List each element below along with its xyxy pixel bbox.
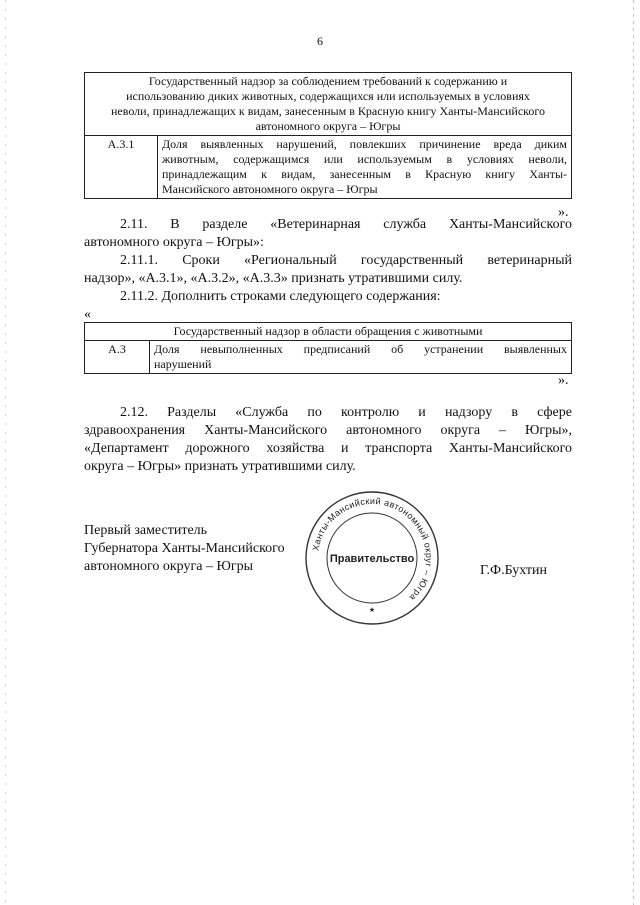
description-line: Доля невыполненных предписаний об устранении выявленных — [154, 342, 567, 356]
signatory-title-line: Первый заместитель — [84, 523, 208, 538]
table-header-line: использованию диких животных, содержащихся или используемых в условиях — [126, 89, 530, 103]
table2-close-quote: ». — [558, 373, 569, 388]
description-line: нарушений — [154, 357, 212, 371]
indicator-code: А.3.1 — [85, 136, 158, 199]
scan-edge-right — [633, 0, 634, 905]
description-line: животным, содержащимся или используемым в условиях неволи, — [162, 152, 567, 166]
scan-edge-left — [5, 0, 6, 905]
signatory-name: Г.Ф.Бухтин — [480, 563, 548, 578]
seal-center-text: Правительство — [329, 553, 415, 565]
para-2-12-line3: «Департамент дорожного хозяйства и транспорта Ханты-Мансийского — [84, 441, 572, 456]
seal-star-icon: ★ — [368, 606, 376, 614]
para-2-12-line4: округа – Югры» признать утратившими силу. — [84, 459, 356, 474]
indicator-code: А.3 — [85, 341, 150, 374]
table-header-line: Государственный надзор за соблюдением требований к содержанию и — [148, 74, 508, 88]
table-header-line: автономного округа – Югры — [255, 119, 401, 133]
para-2-11-line2: автономного округа – Югры»: — [84, 235, 264, 250]
table-header-cell — [85, 73, 572, 136]
table-header-cell: Государственный надзор в области обращения с животными — [85, 323, 572, 341]
table1-close-quote: ». — [558, 205, 569, 220]
table-header-row — [85, 73, 572, 136]
signatory-title-line: Губернатора Ханты-Мансийского — [84, 541, 285, 556]
para-2-11-1-line1: 2.11.1. Сроки «Региональный государственный ветеринарный — [120, 253, 572, 268]
indicators-table-animals — [84, 322, 572, 374]
para-2-11-line1: 2.11. В разделе «Ветеринарная служба Ханты-Мансийского — [120, 217, 572, 232]
indicator-description — [150, 341, 572, 374]
para-2-11-1-line2: надзор», «А.3.1», «А.3.2», «А.3.3» признать утратившими силу. — [84, 271, 463, 286]
table-header-line: неволи, принадлежащих к видам, занесенным в Красную книгу Ханты-Мансийского — [110, 104, 545, 118]
seal-ring-text: Ханты-Мансийский автономный округ – Югра — [310, 495, 435, 603]
official-seal — [302, 488, 442, 628]
page-number: 6 — [317, 34, 323, 48]
table-row — [85, 341, 572, 374]
signatory-title — [84, 522, 285, 576]
description-line: Доля выявленных нарушений, повлекших причинение вреда диким — [162, 137, 567, 151]
para-2-11-2: 2.11.2. Дополнить строками следующего содержания: — [120, 289, 441, 304]
description-line: Мансийского автономного округа – Югры — [162, 182, 378, 196]
indicators-table-wildlife — [84, 72, 572, 199]
table-header-row — [85, 323, 572, 341]
para-2-12-line2: здравоохранения Ханты-Мансийского автономного округа – Югры», — [84, 423, 572, 438]
description-line: принадлежащим к видам, занесенным в Красную книгу Ханты- — [162, 167, 567, 181]
open-quote: « — [84, 307, 91, 322]
table-row — [85, 136, 572, 199]
indicator-description — [158, 136, 572, 199]
signatory-title-line: автономного округа – Югры — [84, 559, 253, 574]
para-2-12-line1: 2.12. Разделы «Служба по контролю и надзору в сфере — [120, 405, 572, 420]
